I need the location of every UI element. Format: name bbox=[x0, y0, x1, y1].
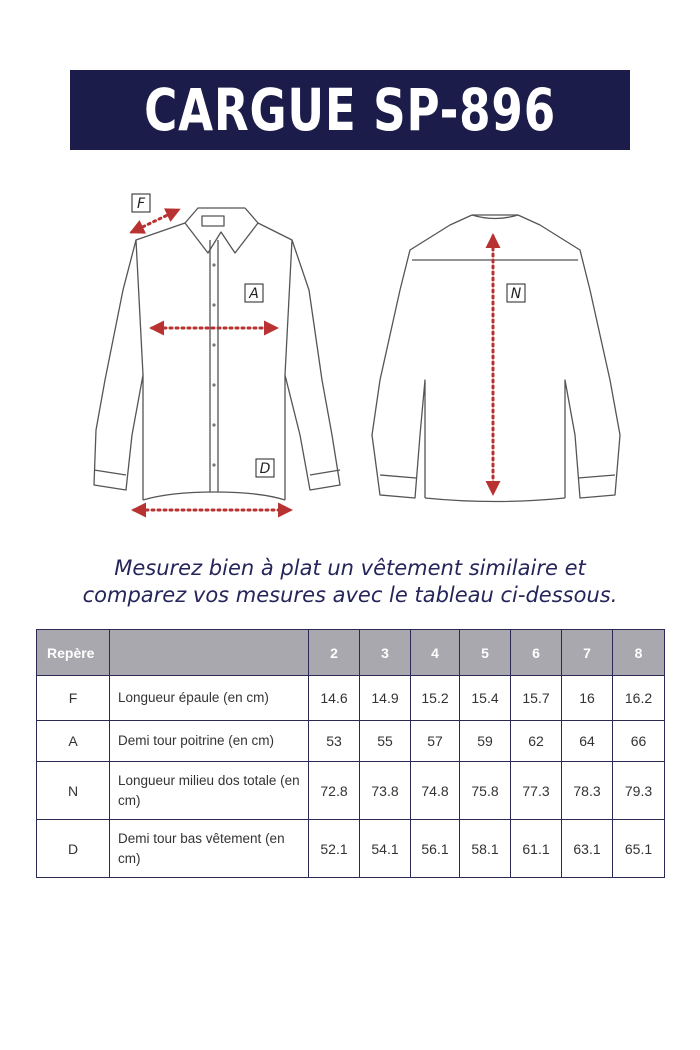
row-value: 65.1 bbox=[613, 820, 665, 878]
row-value: 15.2 bbox=[411, 676, 460, 721]
header-size: 5 bbox=[460, 630, 511, 676]
row-value: 61.1 bbox=[511, 820, 562, 878]
row-value: 57 bbox=[411, 721, 460, 762]
size-chart-table bbox=[36, 629, 665, 878]
header-repere: Repère bbox=[37, 630, 110, 676]
row-value: 75.8 bbox=[460, 762, 511, 820]
row-value: 59 bbox=[460, 721, 511, 762]
row-value: 58.1 bbox=[460, 820, 511, 878]
row-value: 66 bbox=[613, 721, 665, 762]
row-value: 16 bbox=[562, 676, 613, 721]
row-value: 14.9 bbox=[360, 676, 411, 721]
row-marker: A bbox=[37, 721, 110, 762]
header-size: 8 bbox=[613, 630, 665, 676]
marker-d: D bbox=[259, 461, 271, 477]
row-value: 79.3 bbox=[613, 762, 665, 820]
table-row bbox=[37, 676, 665, 721]
row-value: 52.1 bbox=[309, 820, 360, 878]
row-value: 78.3 bbox=[562, 762, 613, 820]
front-shirt-icon bbox=[94, 208, 340, 500]
row-label: Longueur épaule (en cm) bbox=[110, 676, 309, 721]
measure-arrow-f bbox=[132, 210, 178, 232]
instructions-line-2: comparez vos mesures avec le tableau ci-dessous. bbox=[82, 583, 618, 607]
row-value: 73.8 bbox=[360, 762, 411, 820]
table-header-row bbox=[37, 630, 665, 676]
measuring-instructions bbox=[30, 555, 670, 609]
marker-a: A bbox=[249, 286, 259, 302]
row-value: 72.8 bbox=[309, 762, 360, 820]
table-row bbox=[37, 820, 665, 878]
header-size: 2 bbox=[309, 630, 360, 676]
instructions-line-1: Mesurez bien à plat un vêtement similaire et bbox=[114, 556, 586, 580]
table-row bbox=[37, 762, 665, 820]
row-value: 54.1 bbox=[360, 820, 411, 878]
row-value: 15.4 bbox=[460, 676, 511, 721]
row-value: 62 bbox=[511, 721, 562, 762]
header-size: 4 bbox=[411, 630, 460, 676]
header-description bbox=[110, 630, 309, 676]
shirt-illustration bbox=[80, 180, 640, 525]
row-value: 53 bbox=[309, 721, 360, 762]
title-banner bbox=[70, 70, 630, 150]
row-value: 64 bbox=[562, 721, 613, 762]
marker-f: F bbox=[136, 196, 146, 212]
row-value: 63.1 bbox=[562, 820, 613, 878]
row-value: 55 bbox=[360, 721, 411, 762]
table-row bbox=[37, 721, 665, 762]
header-size: 7 bbox=[562, 630, 613, 676]
back-shirt-icon bbox=[372, 215, 620, 502]
row-value: 15.7 bbox=[511, 676, 562, 721]
header-size: 6 bbox=[511, 630, 562, 676]
row-marker: F bbox=[37, 676, 110, 721]
row-label: Demi tour poitrine (en cm) bbox=[110, 721, 309, 762]
row-marker: D bbox=[37, 820, 110, 878]
row-value: 16.2 bbox=[613, 676, 665, 721]
row-value: 77.3 bbox=[511, 762, 562, 820]
row-value: 56.1 bbox=[411, 820, 460, 878]
row-value: 14.6 bbox=[309, 676, 360, 721]
row-label: Demi tour bas vêtement (en cm) bbox=[110, 820, 309, 878]
row-marker: N bbox=[37, 762, 110, 820]
header-size: 3 bbox=[360, 630, 411, 676]
row-value: 74.8 bbox=[411, 762, 460, 820]
page-title: CARGUE SP-896 bbox=[144, 76, 556, 144]
measure-arrows bbox=[132, 210, 493, 510]
marker-n: N bbox=[510, 286, 522, 302]
row-label: Longueur milieu dos totale (en cm) bbox=[110, 762, 309, 820]
